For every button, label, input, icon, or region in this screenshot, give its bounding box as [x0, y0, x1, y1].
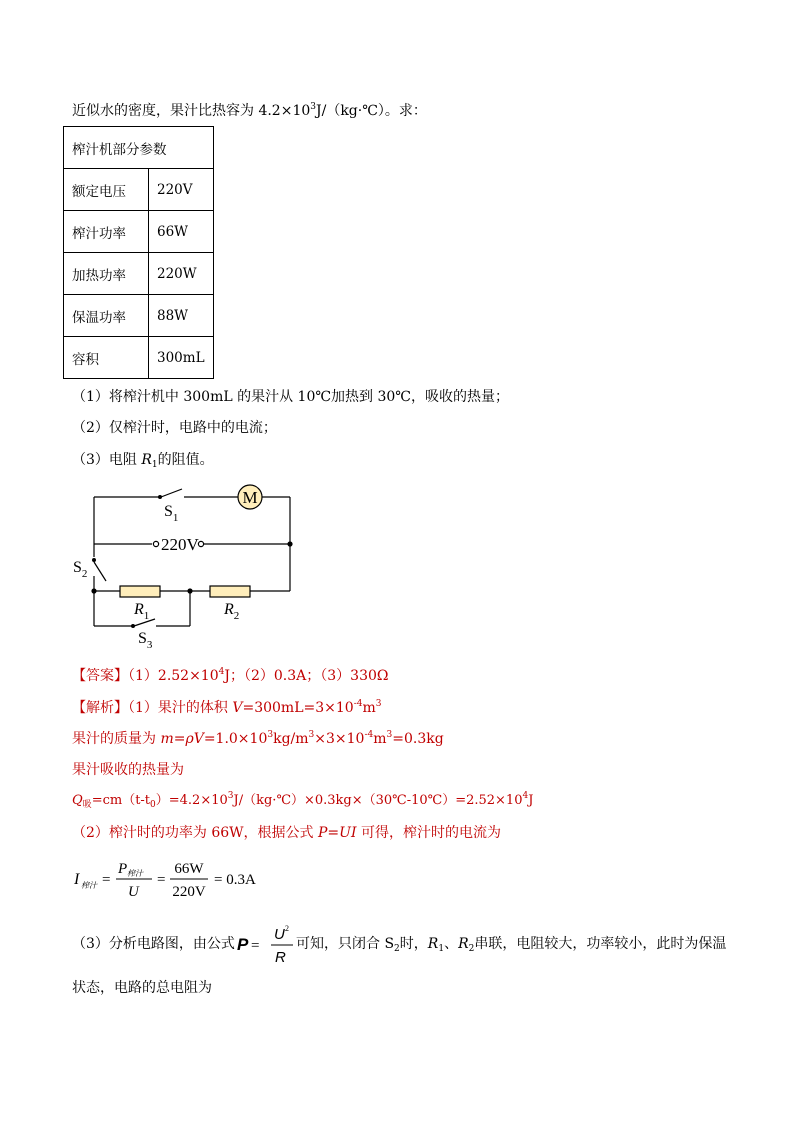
row-value: 88W [149, 295, 214, 337]
exp: -4 [353, 699, 363, 709]
formula-den: 220V [172, 884, 206, 900]
row-value: 220V [149, 169, 214, 211]
volume-var: V [232, 700, 243, 716]
formula-i: I [74, 871, 80, 888]
formula-u: U [128, 884, 139, 900]
intro-text: 近似水的密度，果汁比热容为 4.2×10 [72, 103, 311, 119]
q3-suffix: 的阻值。 [157, 452, 214, 468]
formula-eq: = [157, 872, 166, 888]
q3-var: R [141, 452, 152, 468]
s1-label: $S_1$ [164, 503, 179, 524]
s2-label: $S_2$ [73, 559, 88, 580]
row-value: 300mL [149, 337, 214, 379]
intro-exp: 3 [310, 102, 316, 112]
q3-sub: 1 [151, 460, 158, 470]
analysis-text: 时， [399, 936, 428, 952]
analysis-line-3: 果汁吸收的热量为 [72, 762, 184, 778]
exp: 3 [375, 699, 382, 709]
current-formula [70, 853, 270, 903]
row-label: 额定电压 [64, 169, 149, 211]
intro-line [72, 101, 427, 121]
row-label: 加热功率 [64, 253, 149, 295]
heat-var: Q [72, 793, 83, 808]
exp: 3 [386, 730, 393, 740]
formula-p-sub: 榨汁 [127, 869, 143, 878]
answer-1-exp: 4 [218, 667, 225, 677]
analysis-text: =cm（t-t [91, 793, 151, 808]
question-1: （1）将榨汁机中 300mL 的果汁从 10℃加热到 30℃，吸收的热量； [72, 389, 509, 405]
analysis-text: （3）分析电路图，由公式 [72, 936, 235, 952]
power-formula [235, 920, 295, 968]
table-header-row [64, 127, 214, 169]
resistor-r1 [120, 586, 160, 597]
exp: 3 [227, 791, 234, 801]
sub: 吸 [82, 800, 92, 810]
formula: m=ρV [160, 731, 204, 747]
row-label: 榨汁功率 [64, 211, 149, 253]
row-label: 容积 [64, 337, 149, 379]
exp: -4 [364, 730, 374, 740]
sub: 2 [394, 944, 400, 954]
parameter-table [63, 126, 214, 379]
analysis-text: 可得，榨汁时的电流为 [356, 825, 501, 841]
r2-var: R [458, 936, 469, 952]
question-3 [72, 450, 214, 470]
analysis-line-4 [72, 791, 533, 811]
answer-tag: 【答案】 [72, 668, 128, 684]
table-row [64, 211, 214, 253]
formula-num: 66W [174, 861, 204, 877]
motor-label: M [242, 488, 258, 507]
formula-r: R [275, 949, 286, 966]
table-header: 榨汁机部分参数 [64, 127, 214, 169]
analysis-text: ×3×10 [314, 731, 365, 747]
table-row [64, 337, 214, 379]
row-value: 220W [149, 253, 214, 295]
analysis-text: 、 [444, 936, 459, 952]
exp: 4 [522, 791, 529, 801]
analysis-line-6-rest [296, 933, 726, 953]
analysis-text: 串联，电阻较大，功率较小，此时为保温 [474, 936, 727, 952]
r1-label: $R_1$ [134, 601, 150, 622]
row-value: 66W [149, 211, 214, 253]
terminal-right [198, 541, 203, 546]
table-row [64, 253, 214, 295]
formula-u: U [274, 926, 285, 943]
analysis-text: 果汁的质量为 [72, 731, 161, 747]
analysis-text: （2）榨汁时的功率为 66W，根据公式 [72, 825, 319, 841]
r1-var: R [427, 936, 439, 952]
analysis-line-7: 状态，电路的总电阻为 [72, 980, 212, 996]
analysis-text: （1）果汁的体积 [128, 700, 233, 716]
circuit-diagram [60, 480, 320, 655]
sub: 2 [468, 944, 475, 954]
analysis-line-2 [72, 729, 444, 749]
formula: P=UI [318, 825, 357, 841]
exp: 3 [267, 730, 274, 740]
sub: 0 [150, 800, 156, 810]
formula-eq: = [102, 872, 111, 888]
formula-p: P [118, 861, 128, 877]
formula-result: = 0.3A [214, 872, 256, 888]
exp: 3 [308, 730, 315, 740]
table-row [64, 169, 214, 211]
intro-suffix: J/（kg·℃）。求： [316, 103, 427, 119]
table-row [64, 295, 214, 337]
analysis-line-5 [72, 823, 501, 843]
formula-eq: = [251, 938, 260, 954]
analysis-tag: 【解析】 [72, 700, 128, 716]
formula-exp: 2 [285, 924, 289, 933]
answer-1: （1）2.52×10 [128, 668, 219, 684]
terminal-left [153, 541, 158, 546]
answer-line [72, 666, 389, 686]
q3-prefix: （3）电阻 [72, 452, 142, 468]
analysis-text: J/（kg·℃）×0.3kg×（30℃-10℃）=2.52×10 [233, 793, 523, 808]
answer-rest: J；（2）0.3A；（3）330Ω [224, 668, 389, 684]
s3-label: $S_3$ [138, 630, 153, 651]
formula-i-sub: 榨汁 [81, 881, 97, 890]
analysis-text: =0.3kg [392, 731, 444, 747]
voltage-label: 220V [161, 535, 199, 554]
analysis-text: kg/m [273, 731, 309, 747]
formula-p: P [237, 935, 249, 954]
resistor-r2 [210, 586, 250, 597]
analysis-text: J [528, 793, 534, 808]
analysis-text: m [362, 700, 376, 716]
question-2: （2）仅榨汁时，电路中的电流； [72, 420, 277, 436]
analysis-text: =300mL=3×10 [242, 700, 354, 716]
analysis-text: m [373, 731, 387, 747]
analysis-text: ）=4.2×10 [155, 793, 228, 808]
sub: 1 [438, 944, 445, 954]
row-label: 保温功率 [64, 295, 149, 337]
r2-label: $R_2$ [224, 601, 240, 622]
analysis-text: 可知，只闭合 S [296, 936, 395, 952]
analysis-text: =1.0×10 [203, 731, 268, 747]
analysis-line-1 [72, 698, 382, 718]
